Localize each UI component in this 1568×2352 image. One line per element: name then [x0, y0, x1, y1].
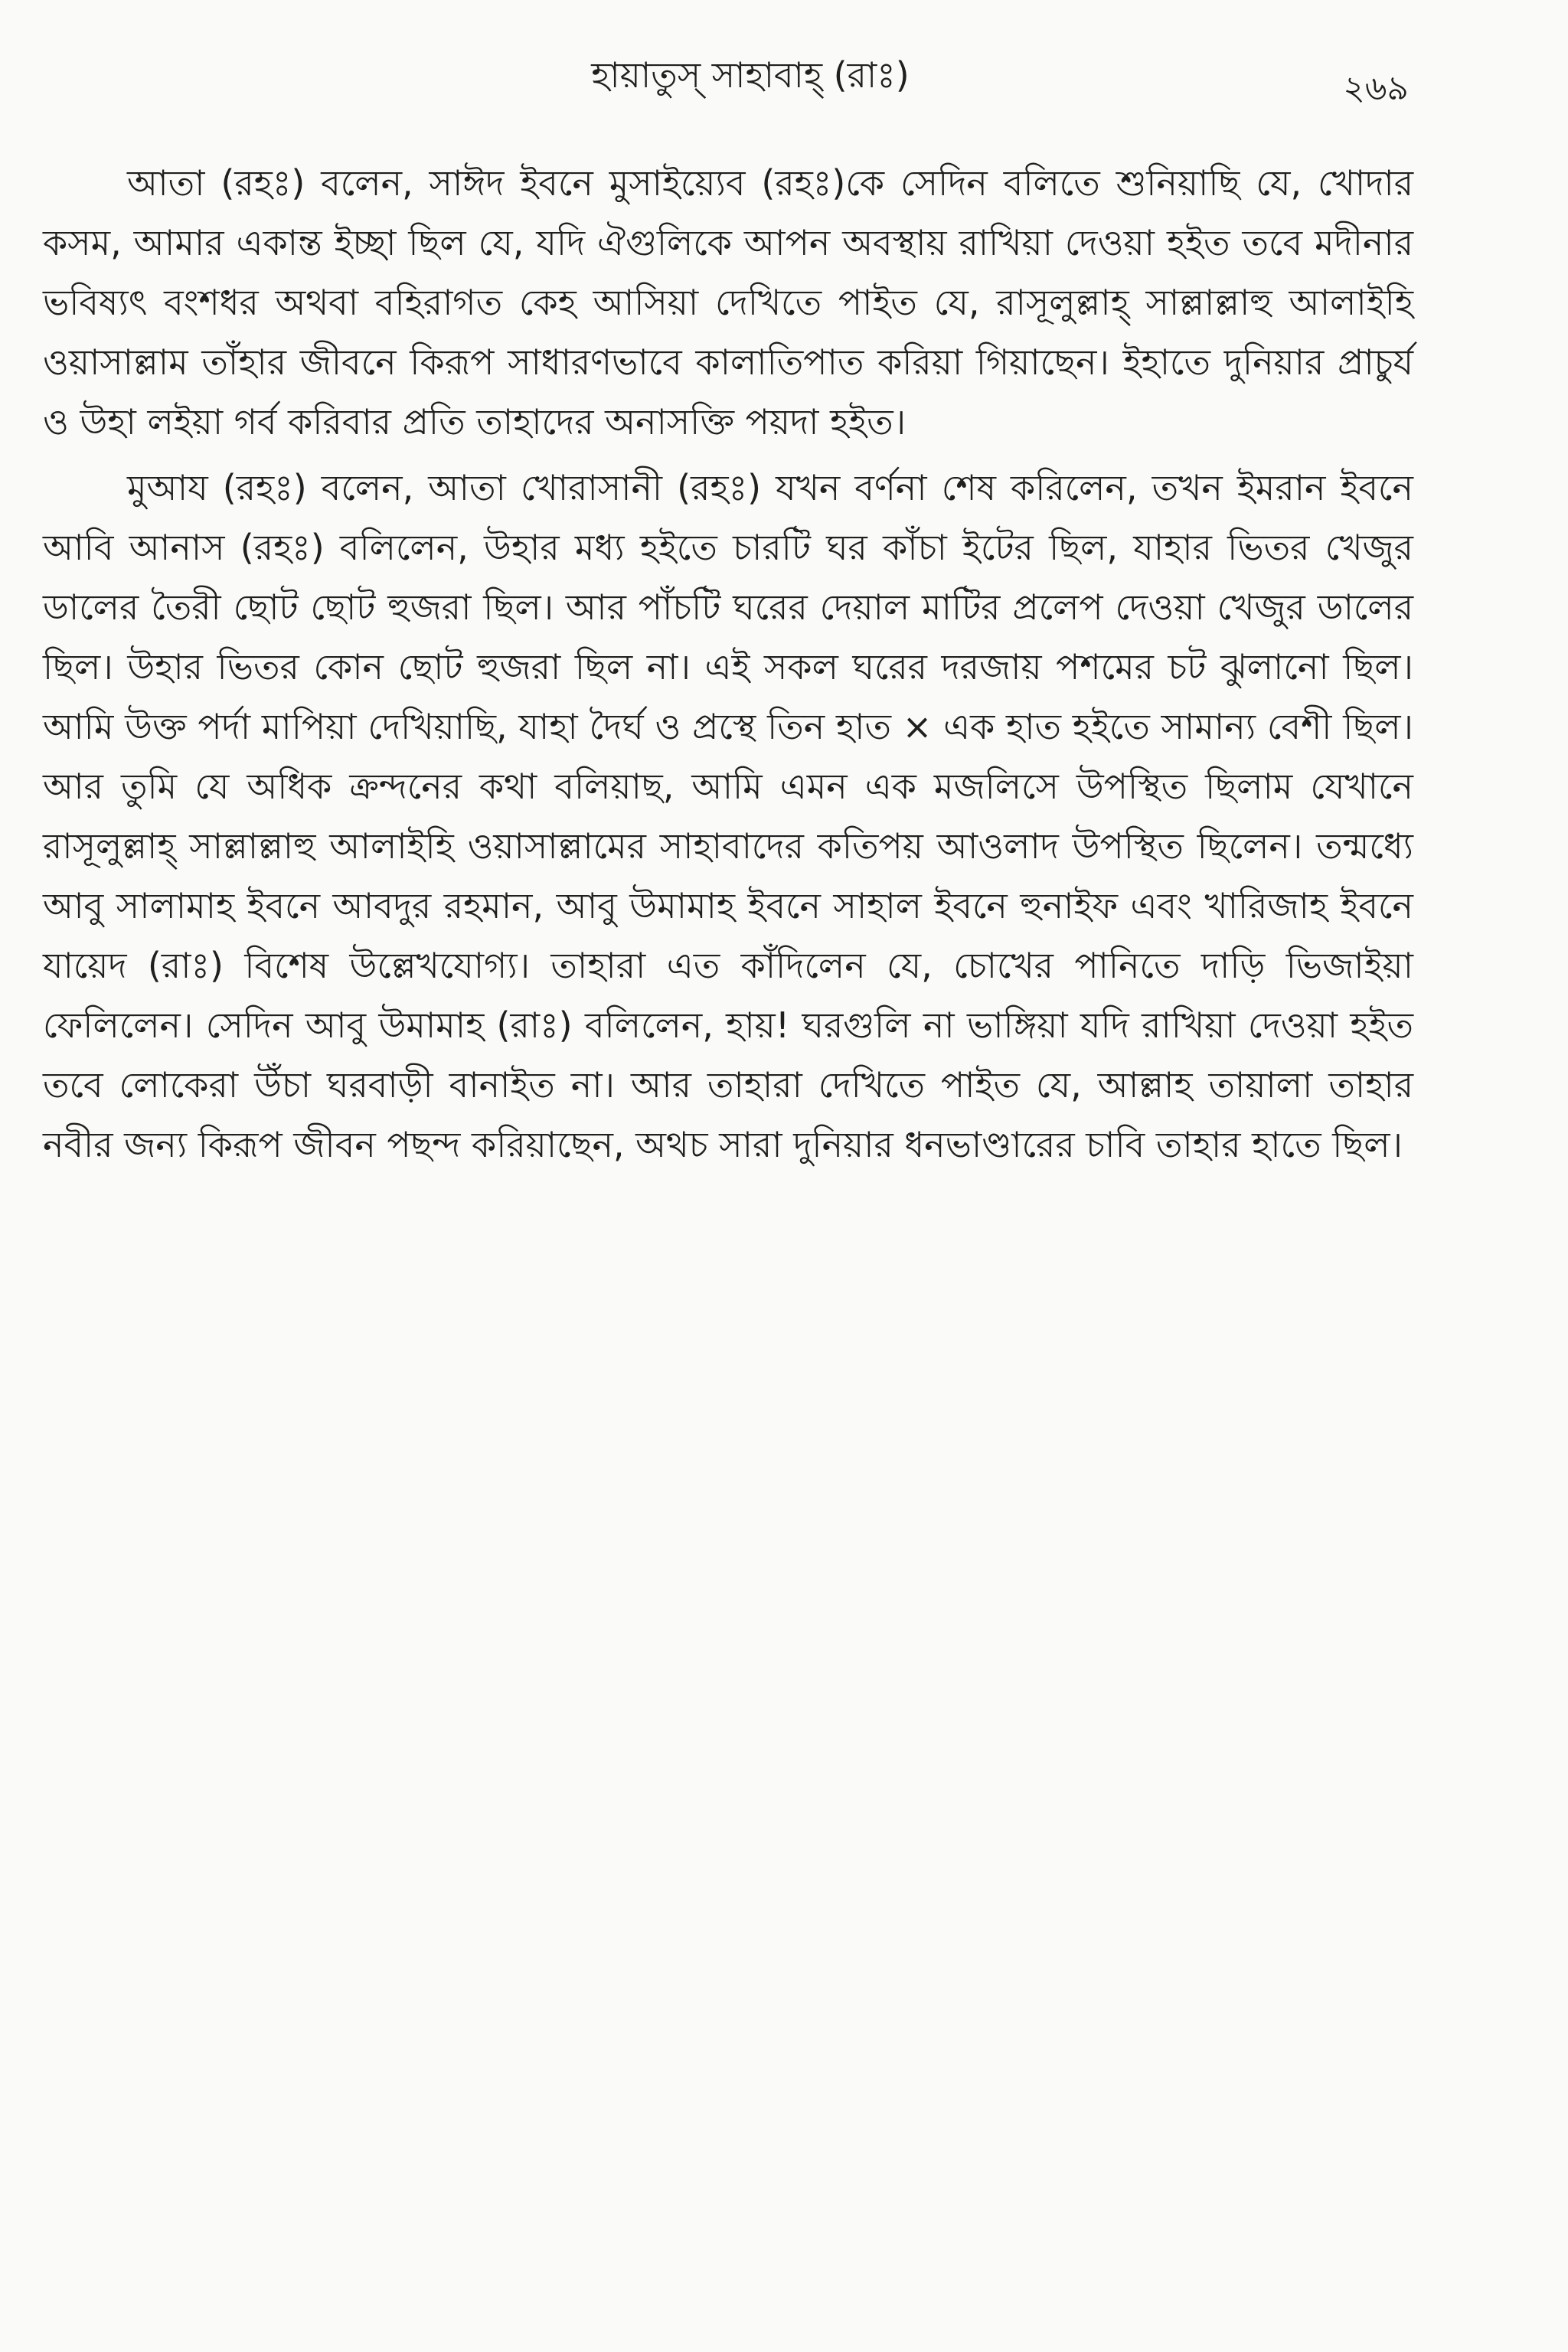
body-text [43, 153, 1413, 1174]
paragraph-1: আতা (রহঃ) বলেন, সাঈদ ইবনে মুসাইয়্যেব (রহঃ)কে সেদিন বলিতে শুনিয়াছি যে, খোদার কসম, আমার একান্ত ইচ্ছা ছিল যে, যদি ঐগুলিকে আপন অবস্থায় রাখিয়া দেওয়া হইত তবে মদীনার ভবিষ্যৎ বংশধর অথবা বহিরাগত কেহ আসিয়া দেখিতে পাইত যে, রাসূলুল্লাহ্ সাল্লাল্লাহু আলাইহি ওয়াসাল্লাম তাঁহার জীবনে কিরূপ সাধারণভাবে কালাতিপাত করিয়া গিয়াছেন। ইহাতে দুনিয়ার প্রাচুর্য ও উহা লইয়া গর্ব করিবার প্রতি তাহাদের অনাসক্তি পয়দা হইত। [43, 162, 1413, 443]
page-number: ২৬৯ [1343, 69, 1409, 108]
paragraph-2: মুআয (রহঃ) বলেন, আতা খোরাসানী (রহঃ) যখন বর্ণনা শেষ করিলেন, তখন ইমরান ইবনে আবি আনাস (রহঃ) বলিলেন, উহার মধ্য হইতে চারটি ঘর কাঁচা ইটের ছিল, যাহার ভিতর খেজুর ডালের তৈরী ছোট ছোট হুজরা ছিল। আর পাঁচটি ঘরের দেয়াল মাটির প্রলেপ দেওয়া খেজুর ডালের ছিল। উহার ভিতর কোন ছোট হুজরা ছিল না। এই সকল ঘরের দরজায় পশমের চট ঝুলানো ছিল। আমি উক্ত পর্দা মাপিয়া দেখিয়াছি, যাহা দৈর্ঘ ও প্রস্থে তিন হাত × এক হাত হইতে সামান্য বেশী ছিল। আর তুমি যে অধিক ক্রন্দনের কথা বলিয়াছ, আমি এমন এক মজলিসে উপস্থিত ছিলাম যেখানে রাসূলুল্লাহ্ সাল্লাল্লাহু আলাইহি ওয়াসাল্লামের সাহাবাদের কতিপয় আওলাদ উপস্থিত ছিলেন। তন্মধ্যে আবু সালামাহ ইবনে আবদুর রহমান, আবু উমামাহ ইবনে সাহাল ইবনে হুনাইফ এবং খারিজাহ ইবনে যায়েদ (রাঃ) বিশেষ উল্লেখযোগ্য। তাহারা এত কাঁদিলেন যে, চোখের পানিতে দাড়ি ভিজাইয়া ফেলিলেন। সেদিন আবু উমামাহ (রাঃ) বলিলেন, হায়! ঘরগুলি না ভাঙ্গিয়া যদি রাখিয়া দেওয়া হইত তবে লোকেরা উঁচা ঘরবাড়ী বানাইত না। আর তাহারা দেখিতে পাইত যে, আল্লাহ তায়ালা তাহার নবীর জন্য কিরূপ জীবন পছন্দ করিয়াছেন, অথচ সারা দুনিয়ার ধনভাণ্ডারের চাবি তাহার হাতে ছিল। [43, 467, 1413, 1165]
running-title: হায়াতুস্ সাহাবাহ্ (রাঃ) [591, 54, 910, 96]
